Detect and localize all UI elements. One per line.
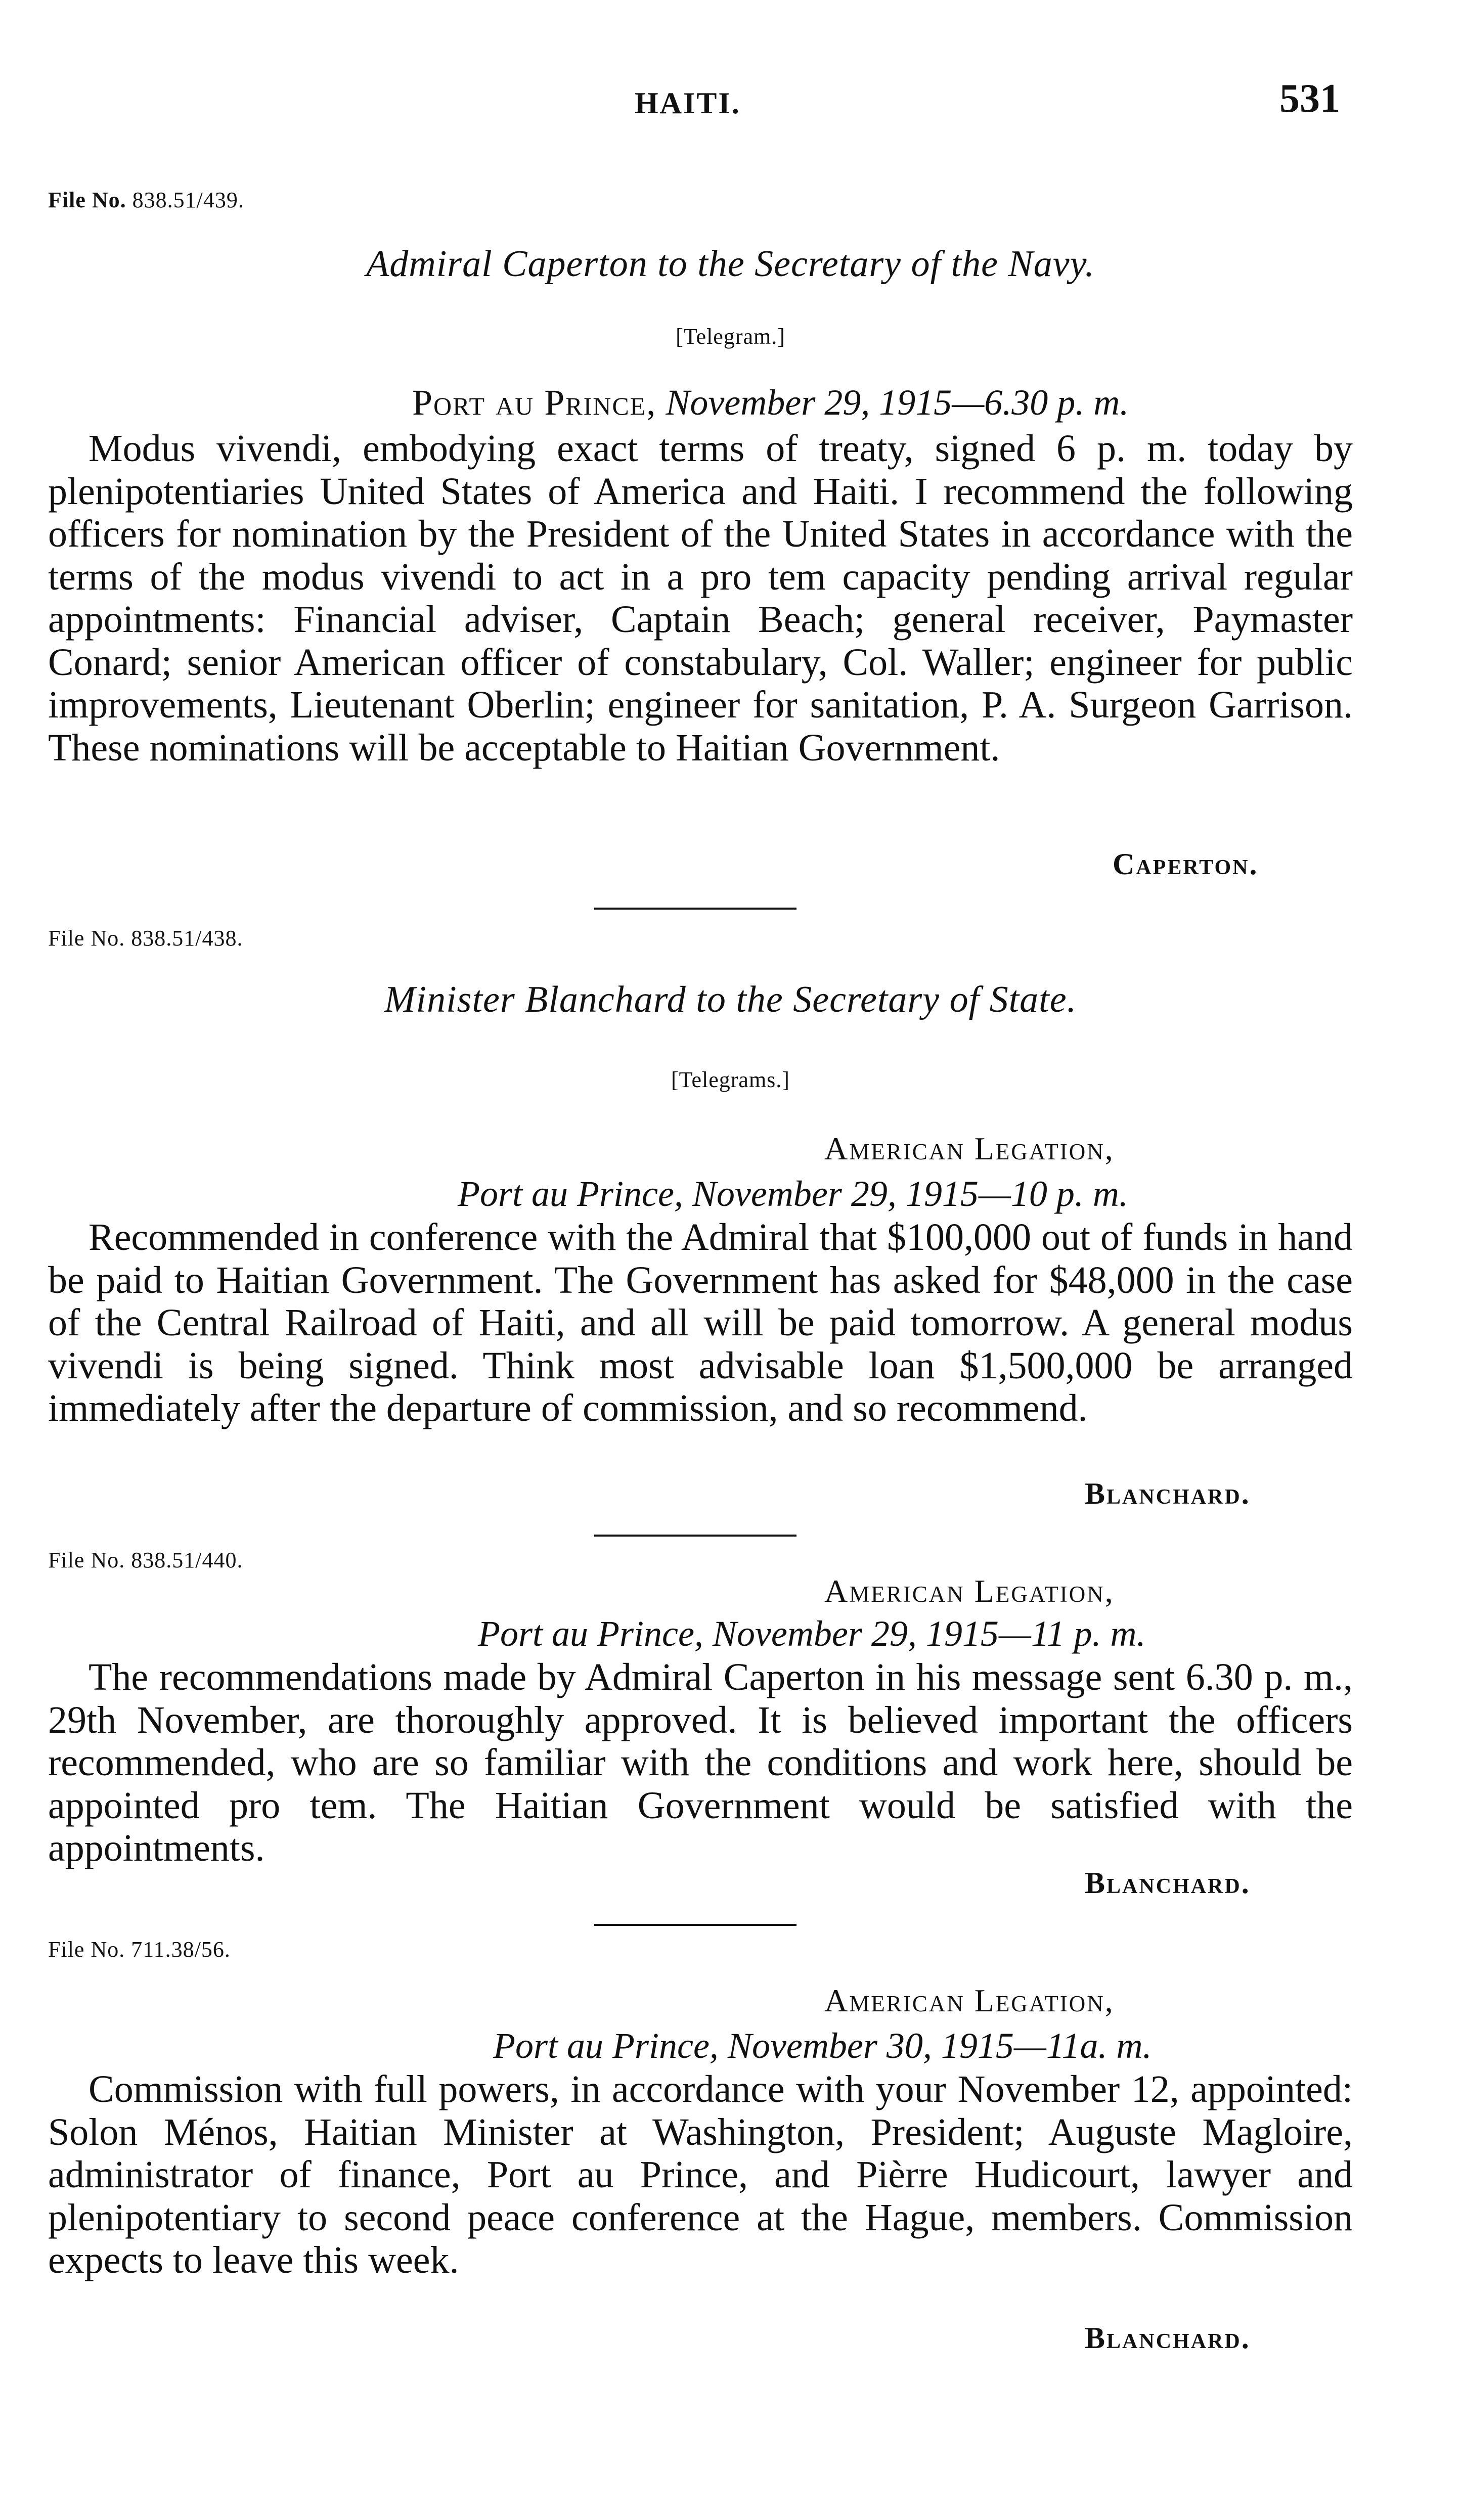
dateline <box>412 382 1129 424</box>
file-number: File No. 838.51/438. <box>48 926 243 951</box>
file-number-value: 838.51/439. <box>132 188 244 212</box>
running-header-title: HAITI. <box>635 86 741 120</box>
telegram-body: Modus vivendi, embodying exact terms of treaty, signed 6 p. m. today by plenipotentiaries United States of America and Haiti. I recommend the following officers for nomination by the President of the United States in accordance with the terms of the modus vivendi to act in a pro tem capacity pending arrival regular appointments: Financial adviser, Captain Beach; general receiver, Paymaster Conard; senior American officer of constabulary, Col. Waller; engineer for public improvements, Lieutenant Oberlin; engineer for sanitation, P. A. Surgeon Garrison. These nominations will be acceptable to Haitian Government. <box>48 427 1353 769</box>
place-date-line: Port au Prince, November 29, 1915—10 p. m. <box>458 1174 1128 1214</box>
place-date-line: Port au Prince, November 30, 1915—11a. m. <box>493 2026 1152 2066</box>
dateline-place: Port au Prince, <box>412 382 657 423</box>
document-kind: [Telegrams.] <box>671 1067 790 1092</box>
signature: Blanchard. <box>1085 1866 1251 1900</box>
legation-line: American Legation, <box>824 1131 1115 1166</box>
legation-line: American Legation, <box>824 1573 1115 1609</box>
document-heading: Admiral Caperton to the Secretary of the Navy. <box>366 243 1095 285</box>
telegram-body: Commission with full powers, in accordance with your November 12, appointed: Solon Ménos, Haitian Minister at Washington, President; Auguste Magloire, administrator of finance, Port au Prince, and Pièrre Hudicourt, lawyer and plenipotentiary to second peace conference at the Hague, members. Commission expects to leave this week. <box>48 2068 1353 2281</box>
section-divider <box>594 1924 796 1926</box>
file-number: File No. 838.51/440. <box>48 1548 243 1572</box>
document-kind: [Telegram.] <box>676 324 785 349</box>
signature: Blanchard. <box>1085 2321 1251 2355</box>
document-heading: Minister Blanchard to the Secretary of State. <box>384 979 1077 1020</box>
file-number <box>48 187 244 213</box>
file-number: File No. 711.38/56. <box>48 1937 231 1962</box>
telegram-body: The recommendations made by Admiral Caperton in his message sent 6.30 p. m., 29th November, are thoroughly approved. It is believed important the officers recommended, who are so familiar with the conditions and work here, should be appointed pro tem. The Haitian Government would be satisfied with the appointments. <box>48 1656 1353 1869</box>
place-date-line: Port au Prince, November 29, 1915—11 p. m. <box>478 1613 1146 1654</box>
telegram-body: Recommended in conference with the Admiral that $100,000 out of funds in hand be paid to Haitian Government. The Government has asked for $48,000 in the case of the Central Railroad of Haiti, and all will be paid tomorrow. A general modus vivendi is being signed. Think most advisable loan $1,500,000 be arranged immediately after the departure of commission, and so recommend. <box>48 1216 1353 1429</box>
signature: Blanchard. <box>1085 1477 1251 1510</box>
legation-line: American Legation, <box>824 1983 1115 2018</box>
file-number-label: File No. <box>48 188 126 212</box>
signature: Caperton. <box>1113 847 1259 881</box>
page-number: 531 <box>1279 76 1340 121</box>
section-divider <box>594 908 796 910</box>
dateline-date: November 29, 1915—6.30 p. m. <box>666 382 1129 423</box>
section-divider <box>594 1535 796 1537</box>
